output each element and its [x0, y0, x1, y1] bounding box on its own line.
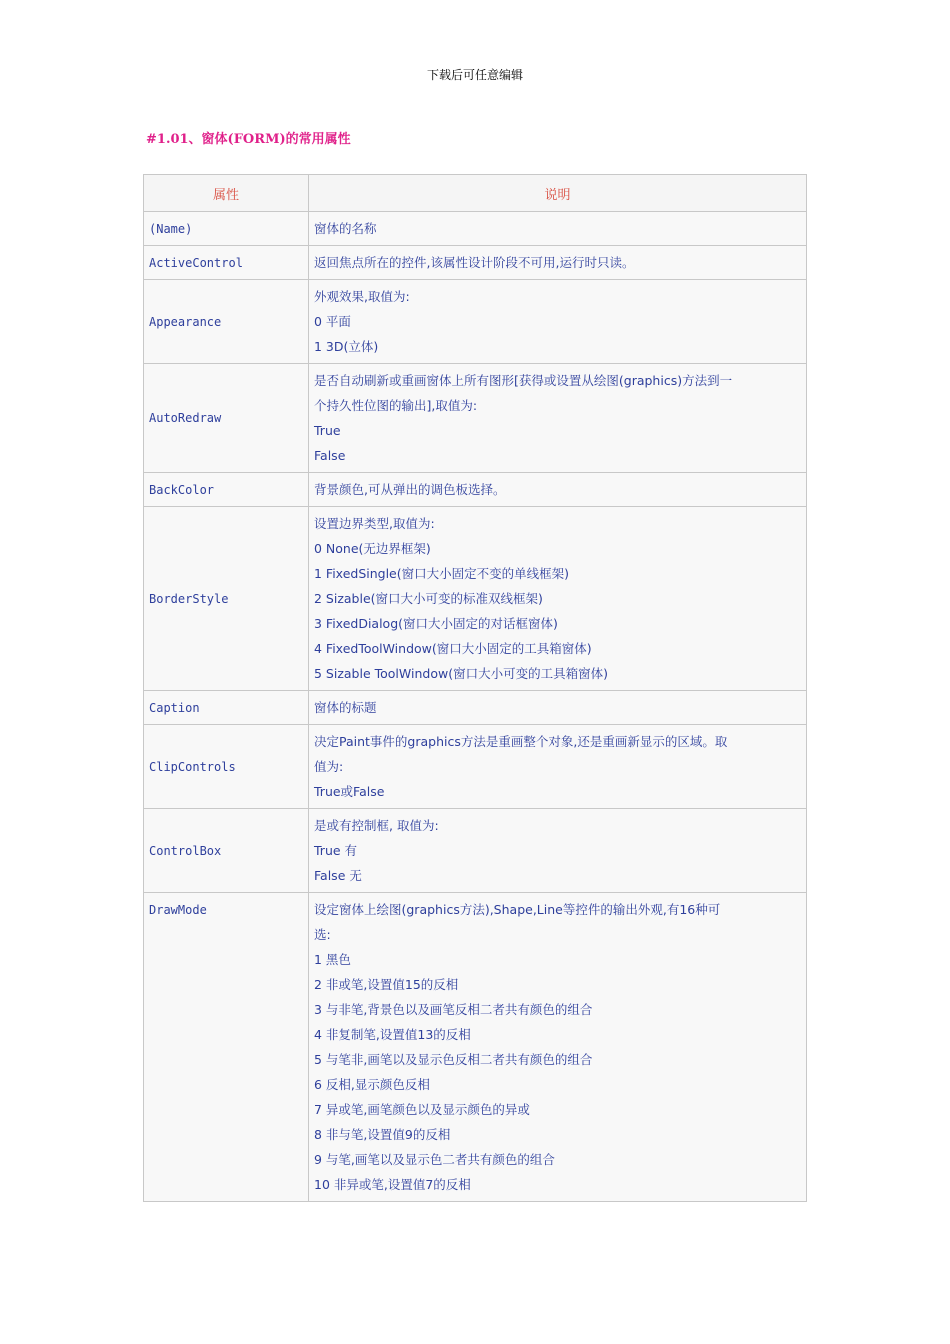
property-description	[309, 473, 807, 507]
description-line: 6 反相,显示颜色反相	[314, 1077, 430, 1092]
property-name: Caption	[144, 691, 309, 725]
description-line: 外观效果,取值为:	[314, 289, 410, 304]
property-description	[309, 809, 807, 893]
description-line: 0 平面	[314, 314, 351, 329]
properties-table	[143, 174, 807, 1202]
description-line: False 无	[314, 868, 362, 883]
description-line: False	[314, 448, 346, 463]
description-line: 个持久性位图的输出],取值为:	[314, 398, 478, 413]
description-line: 决定Paint事件的graphics方法是重画整个对象,还是重画新显示的区域。取	[314, 734, 728, 749]
description-line: True或False	[314, 784, 385, 799]
page-header: 下载后可任意编辑	[426, 68, 523, 82]
table-row	[144, 246, 807, 280]
property-name: ActiveControl	[144, 246, 309, 280]
header-property: 属性	[144, 175, 309, 212]
property-name: Appearance	[144, 280, 309, 364]
description-line: True	[314, 423, 341, 438]
property-name: ControlBox	[144, 809, 309, 893]
table-row	[144, 809, 807, 893]
property-name: BorderStyle	[144, 507, 309, 691]
description-line: 10 非异或笔,设置值7的反相	[314, 1177, 471, 1192]
table-row	[144, 280, 807, 364]
description-line: 返回焦点所在的控件,该属性设计阶段不可用,运行时只读。	[314, 255, 635, 270]
property-name: DrawMode	[144, 893, 309, 1202]
property-description	[309, 691, 807, 725]
property-name: BackColor	[144, 473, 309, 507]
description-line: 2 非或笔,设置值15的反相	[314, 977, 459, 992]
table-row	[144, 893, 807, 1202]
description-line: 1 FixedSingle(窗口大小固定不变的单线框架)	[314, 566, 569, 581]
description-line: 5 与笔非,画笔以及显示色反相二者共有颜色的组合	[314, 1052, 593, 1067]
table-row	[144, 473, 807, 507]
description-line: 7 异或笔,画笔颜色以及显示颜色的异或	[314, 1102, 530, 1117]
description-line: 8 非与笔,设置值9的反相	[314, 1127, 451, 1142]
description-line: 0 None(无边界框架)	[314, 541, 431, 556]
section-title: #1.01、窗体(FORM)的常用属性	[146, 132, 351, 147]
table-row	[144, 212, 807, 246]
description-line: 是或有控制框, 取值为:	[314, 818, 439, 833]
description-line: 1 3D(立体)	[314, 339, 379, 354]
property-description	[309, 212, 807, 246]
description-line: 背景颜色,可从弹出的调色板选择。	[314, 482, 506, 497]
description-line: 窗体的名称	[314, 221, 377, 236]
description-line: 是否自动刷新或重画窗体上所有图形[获得或设置从绘图(graphics)方法到一	[314, 373, 733, 388]
description-line: 1 黑色	[314, 952, 351, 967]
description-line: 5 Sizable ToolWindow(窗口大小可变的工具箱窗体)	[314, 666, 608, 681]
property-description	[309, 280, 807, 364]
property-description	[309, 893, 807, 1202]
description-line: 3 与非笔,背景色以及画笔反相二者共有颜色的组合	[314, 1002, 593, 1017]
description-line: True 有	[314, 843, 358, 858]
description-line: 窗体的标题	[314, 700, 377, 715]
description-line: 选:	[314, 927, 331, 942]
description-line: 4 FixedToolWindow(窗口大小固定的工具箱窗体)	[314, 641, 592, 656]
table-row	[144, 364, 807, 473]
table-row	[144, 507, 807, 691]
description-line: 9 与笔,画笔以及显示色二者共有颜色的组合	[314, 1152, 555, 1167]
header-description: 说明	[309, 175, 807, 212]
table-row	[144, 725, 807, 809]
property-description	[309, 364, 807, 473]
table-header-row	[144, 175, 807, 212]
description-line: 3 FixedDialog(窗口大小固定的对话框窗体)	[314, 616, 558, 631]
description-line: 设置边界类型,取值为:	[314, 516, 435, 531]
property-name: AutoRedraw	[144, 364, 309, 473]
property-name: (Name)	[144, 212, 309, 246]
description-line: 设定窗体上绘图(graphics方法),Shape,Line等控件的输出外观,有16种可	[314, 902, 721, 917]
description-line: 值为:	[314, 759, 344, 774]
property-description	[309, 507, 807, 691]
property-description	[309, 725, 807, 809]
property-name: ClipControls	[144, 725, 309, 809]
table-row	[144, 691, 807, 725]
description-line: 4 非复制笔,设置值13的反相	[314, 1027, 471, 1042]
property-description	[309, 246, 807, 280]
description-line: 2 Sizable(窗口大小可变的标准双线框架)	[314, 591, 543, 606]
